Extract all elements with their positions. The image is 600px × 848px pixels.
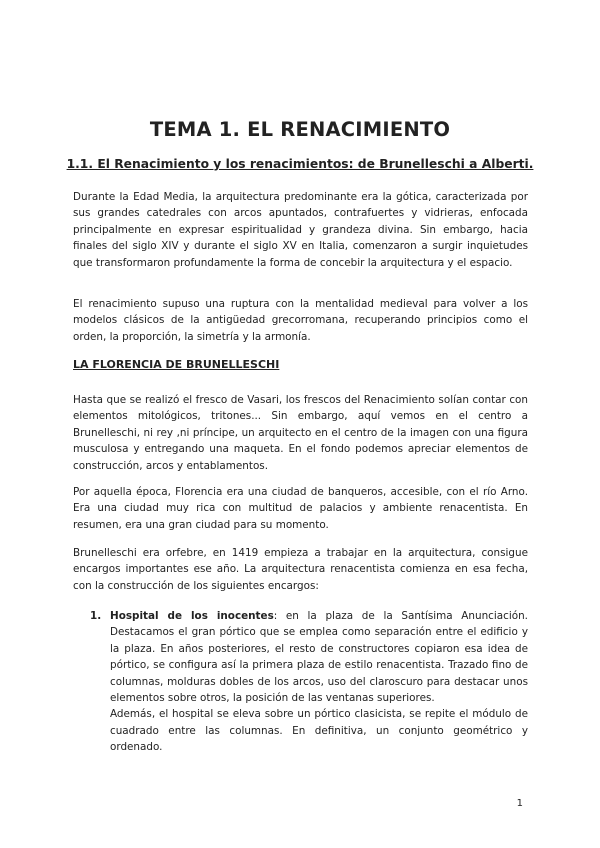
list-item-paragraph xyxy=(110,608,528,706)
section-paragraph-2: Por aquella época, Florencia era una ciudad de banqueros, accesible, con el río Arno. Era una ciudad muy rica con multitud de palacios y ambiente renacentista. En resumen, era una gran ciudad para su momento. xyxy=(73,486,528,531)
list-item xyxy=(90,608,528,756)
section-paragraph-1: Hasta que se realizó el fresco de Vasari, los frescos del Renacimiento solían contar con elementos mitológicos, tritones... Sin embargo, aquí vemos en el centro a Brunelleschi, ni rey ,ni príncipe, un arquitecto en el centro de la imagen con una figura musculosa y entregando una maqueta. En el fondo podemos apreciar elementos de construcción, arcos y entablamentos. xyxy=(73,394,528,472)
list-item-term: Hospital de los inocentes xyxy=(110,610,274,622)
page-number: 1 xyxy=(516,798,523,809)
intro-paragraph-2: El renacimiento supuso una ruptura con la mentalidad medieval para volver a los modelos clásicos de la antigüedad grecorromana, recuperando principios como el orden, la proporción, la simetría y la armonía. xyxy=(73,298,528,343)
section-subtitle: 1.1. El Renacimiento y los renacimientos: de Brunelleschi a Alberti. xyxy=(66,157,534,171)
commissions-list xyxy=(90,608,528,756)
intro-paragraph-1: Durante la Edad Media, la arquitectura predominante era la gótica, caracterizada por sus grandes catedrales con arcos apuntados, contrafuertes y vidrieras, enfocada principalmente en expresar espiritualidad y grandeza divina. Sin embargo, hacia finales del siglo XIV y durante el siglo XV en Italia, comenzaron a surgir inquietudes que transformaron profundamente la forma de concebir la arquitectura y el espacio. xyxy=(73,191,528,269)
section-paragraph-3: Brunelleschi era orfebre, en 1419 empieza a trabajar en la arquitectura, consigue encargos importantes ese año. La arquitectura renacentista comienza en esa fecha, con la construcción de los siguientes encargos: xyxy=(73,547,528,592)
list-item-text: : en la plaza de la Santísima Anunciación. Destacamos el gran pórtico que se emplea como separación entre el edificio y la plaza. En años posteriores, el resto de constructores copiaron esa idea de pórtico, se configura así la primera plaza de estilo renacentista. Trazado fino de columnas, molduras dobles de los arcos, uso del claroscuro para destacar unos elementos sobre otros, la posición de las ventanas superiores. xyxy=(110,610,528,705)
list-item-number: 1. xyxy=(90,610,102,622)
list-item-continuation: Además, el hospital se eleva sobre un pórtico clasicista, se repite el módulo de cuadrado entre las columnas. En definitiva, un conjunto geométrico y ordenado. xyxy=(110,708,528,754)
page-title: TEMA 1. EL RENACIMIENTO xyxy=(149,118,451,141)
section-heading: LA FLORENCIA DE BRUNELLESCHI xyxy=(73,358,280,371)
